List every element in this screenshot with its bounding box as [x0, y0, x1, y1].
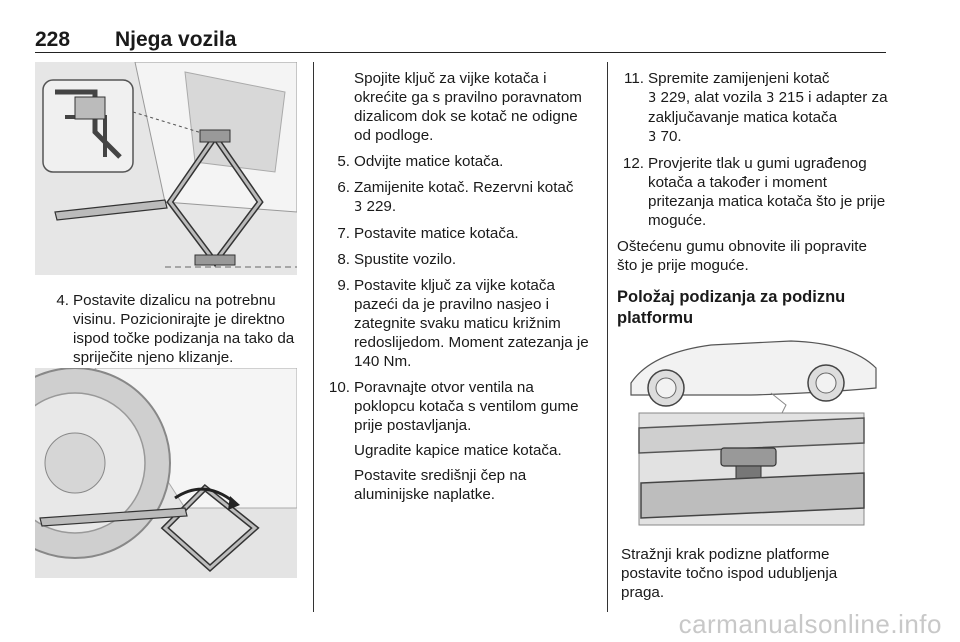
step-text-part: i adapter za zaključavanje matica kotača	[648, 89, 888, 126]
step-number: 8.	[337, 251, 350, 268]
page-ref[interactable]: 229.	[366, 198, 397, 215]
jack-wheel-figure	[35, 368, 297, 578]
step-item	[617, 69, 889, 147]
jack-diagram	[35, 62, 297, 275]
step-item	[323, 250, 595, 269]
step-text: Postavite ključ za vijke kotača pazeći da je pravilno nasjeo i zategnite svaku maticu križnim redoslijedom. Moment zatezanja je 140 Nm.	[354, 277, 589, 370]
page-ref-icon[interactable]: 3	[766, 91, 775, 106]
jack-wheel-diagram	[35, 368, 297, 578]
step-item	[323, 276, 595, 371]
column-divider-2	[607, 62, 608, 612]
page-ref[interactable]: 215	[778, 89, 804, 106]
page-ref[interactable]: 229	[660, 89, 686, 106]
page-ref-icon[interactable]: 3	[648, 130, 657, 145]
step-number: 7.	[337, 225, 350, 242]
page-ref-icon[interactable]: 3	[354, 200, 363, 215]
header-rule	[35, 52, 886, 53]
section-title: Njega vozila	[115, 28, 237, 51]
intro-paragraph: Spojite ključ za vijke kotača i okrećite ga s pravilno poravnatom dizalicom dok se kotač ne odigne od podloge.	[354, 70, 582, 144]
step-number: 4.	[56, 292, 69, 309]
step-number: 10.	[328, 379, 350, 396]
step-text: Provjerite tlak u gumi ugrađenog kotača a također i moment pritezanja matica kotača što je prije moguće.	[648, 155, 886, 229]
lift-platform-diagram	[621, 333, 884, 528]
column-divider-1	[313, 62, 314, 612]
step-number: 9.	[337, 277, 350, 294]
step-item	[42, 291, 304, 367]
figure-caption: Stražnji krak podizne platforme postavite točno ispod udubljenja praga.	[621, 546, 838, 601]
figure-caption-block	[621, 545, 884, 602]
page-header	[35, 28, 885, 54]
lift-platform-figure	[621, 333, 884, 528]
left-column-text	[42, 291, 304, 374]
step-text: Spustite vozilo.	[354, 251, 457, 268]
step-text-part: , alat vozila	[685, 89, 762, 106]
step-number: 12.	[622, 155, 644, 172]
step-text: Postavite matice kotača.	[354, 225, 519, 242]
subheading: Položaj podizanja za podiznu platformu	[617, 288, 846, 327]
step-number: 11.	[624, 70, 644, 87]
page-ref[interactable]: 70.	[660, 128, 682, 145]
step-text-main: Zamijenite kotač. Rezervni kotač	[354, 179, 574, 196]
step-extra-text: Ugradite kapice matice kotača.	[354, 442, 562, 459]
step-extra-text: Postavite središnji čep na aluminijske naplatke.	[354, 467, 527, 503]
middle-column-text	[323, 69, 595, 511]
step-text: Postavite dizalicu na potrebnu visinu. Pozicionirajte je direktno ispod točke podizanja na tako da spriječite njeno klizanje.	[73, 292, 295, 366]
page-ref-icon[interactable]: 3	[648, 91, 657, 106]
step-number: 6.	[337, 179, 350, 196]
jack-diagram-figure	[35, 62, 297, 275]
step-item	[323, 152, 595, 171]
step-text: Poravnajte otvor ventila na poklopcu kotača s ventilom gume prije postavljanja.	[354, 379, 579, 434]
step-number: 5.	[337, 153, 350, 170]
step-item	[323, 378, 595, 504]
step-text-part: Spremite zamijenjeni kotač	[648, 70, 830, 87]
step-item	[323, 178, 595, 217]
step-item	[617, 154, 889, 230]
note-paragraph: Oštećenu gumu obnovite ili popravite što je prije moguće.	[617, 238, 867, 274]
step-text	[648, 69, 889, 147]
right-column-text	[617, 69, 889, 329]
page-number: 228	[35, 28, 71, 51]
step-text: Odvijte matice kotača.	[354, 153, 504, 170]
step-item	[323, 224, 595, 243]
step-text	[354, 178, 595, 217]
watermark: carmanualsonline.info	[678, 609, 942, 639]
